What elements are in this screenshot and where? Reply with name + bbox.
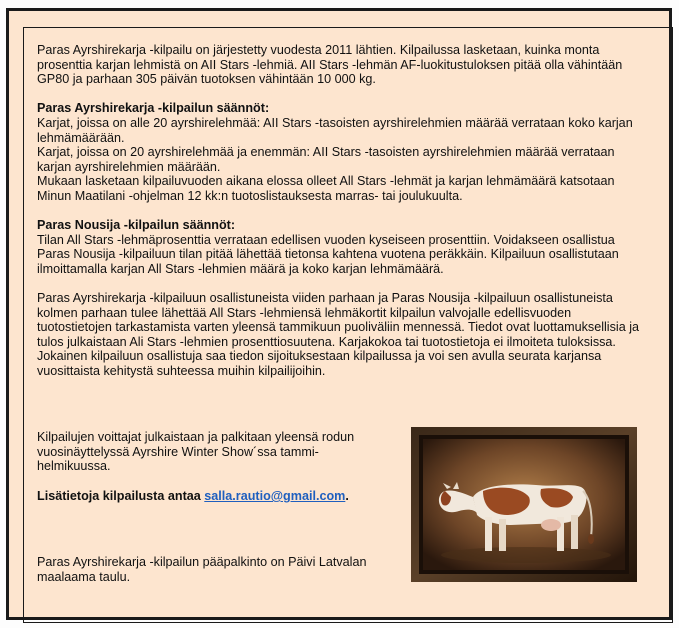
prize-paragraph: Paras Ayrshirekarja -kilpailun pääpalkinto on Päivi Latvalan maalaama taulu.: [37, 555, 367, 584]
rules-ayrshire-section: [37, 101, 643, 203]
rules-nousija-heading: Paras Nousija -kilpailun säännöt:: [37, 218, 236, 233]
contact-suffix: .: [345, 489, 349, 503]
main-text: [37, 43, 643, 393]
contact-prefix: Lisätietoja kilpailusta antaa: [37, 489, 205, 503]
rules-ayrshire-line-1: Karjat, joissa on alle 20 ayrshirelehmää: AII Stars -tasoisten ayrshirelehmien määrää verrataan koko karjan lehmämäärään.: [37, 115, 633, 145]
rules-nousija-section: [37, 218, 643, 276]
intro-paragraph: Paras Ayrshirekarja -kilpailu on järjestetty vuodesta 2011 lähtien. Kilpailussa lasketaan, kuinka monta prosenttia karjan lehmistä on AII Stars -lehmiä. AII Stars -lehmän AF-luokitustuloksen pitää olla vähintään GP80 ja parhaan 305 päivän tuotoksen vähintään 10 000 kg.: [37, 43, 623, 87]
contact-line: [37, 489, 387, 504]
rules-ayrshire-heading: Paras Ayrshirekarja -kilpailun säännöt:: [37, 101, 270, 116]
contact-email-link[interactable]: salla.rautio@gmail.com: [204, 489, 346, 503]
rules-nousija-line-1: Tilan All Stars -lehmäprosenttia verrataan edellisen vuoden kyseiseen prosenttiin. Voidakseen osallistua Paras Nousija -kilpailuun tilan pitää lähettää tietonsa kahtena vuotena peräkkäin. Kilpailuun osallistutaan ilmoittamalla karjan All Stars -lehmien määrä ja koko karjan lehmämäärä.: [37, 232, 619, 276]
cow-painting-image: [411, 427, 637, 582]
rules-ayrshire-line-2: Karjat, joissa on 20 ayrshirelehmää ja enemmän: AII Stars -tasoisten ayrshirelehmien määrää verrataan karjan ayrshirelehmien määrään.: [37, 145, 615, 174]
winners-paragraph: Kilpailujen voittajat julkaistaan ja palkitaan yleensä rodun vuosinäyttelyssä Ayrshire Winter Show´ssa tammi-helmikuussa.: [37, 430, 355, 474]
process-paragraph: Paras Ayrshirekarja -kilpailuun osallistuneista viiden parhaan ja Paras Nousija -kilpailuun osallistuneista kolmen parhaan tulee lähettää All Stars -lehmiensä lehmäkortit kilpailun valvojalle edellisvuoden tuotostietojen tarkastamista varten yleensä tammikuun puoliväliin mennessä. Tiedot ovat luottamuksellisia ja tulos julkaistaan Ali Stars -lehmien prosenttiosuutena. Karjakokoa tai tuotostietoja ei ilmoiteta tuloksissa. Jokainen kilpailuun osallistuja saa tiedon sijoituksestaan kilpailussa ja voi sen avulla seurata karjansa vuosittaista kehitystä suhteessa muihin kilpailijoihin.: [37, 291, 640, 379]
rules-ayrshire-line-3: Mukaan lasketaan kilpailuvuoden aikana elossa olleet All Stars -lehmät ja karjan lehmämäärä katsotaan Minun Maatilani -ohjelman 12 kk:n tuotoslistauksesta marras- tai joulukuulta.: [37, 174, 615, 203]
